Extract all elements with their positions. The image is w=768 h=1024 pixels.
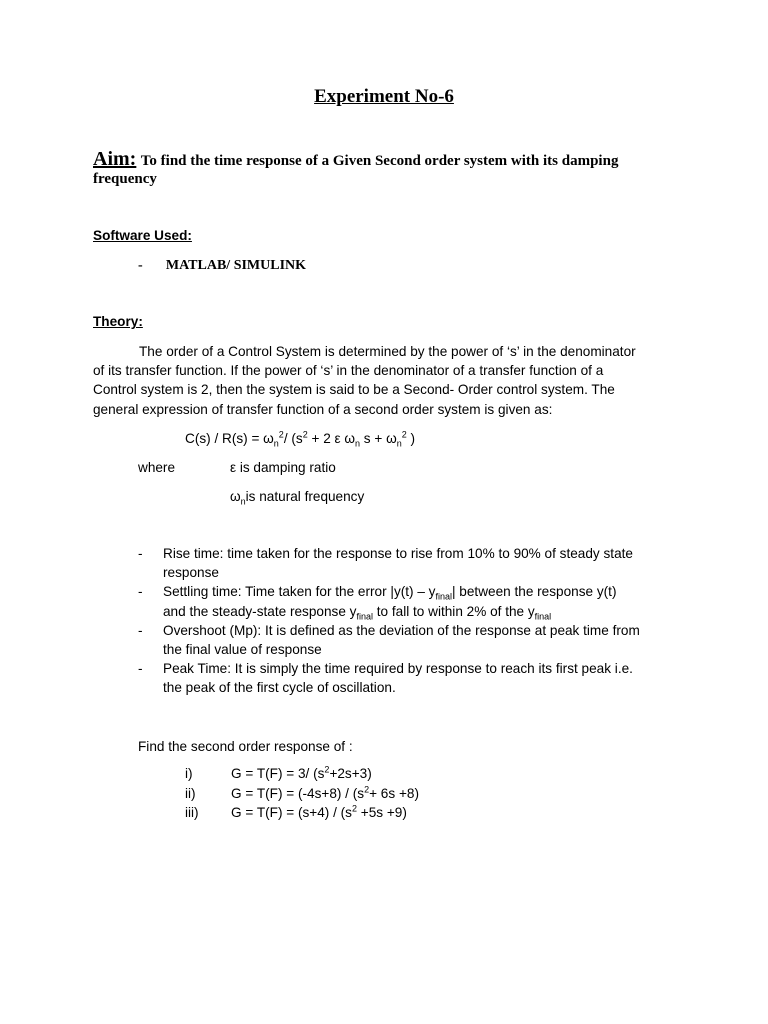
page-title: Experiment No-6 bbox=[314, 86, 454, 107]
theory-heading: Theory: bbox=[93, 314, 143, 329]
equation-item-3: iii) $G = T(F) = (s+4) / (s^2 +5s +9)$ bbox=[185, 803, 407, 820]
aim-label: Aim: bbox=[93, 148, 137, 170]
theory-paragraph bbox=[93, 342, 673, 419]
list-item-rise-time: - Rise time: time taken for the response to rise from 10% to 90% of steady state response bbox=[138, 546, 633, 581]
list-item-settling-time: - Settling time: Time taken for the error $|y(t) - y_{final}|$ between the response y(t) and the steady-state response $y_{final}$ to fall to within 2% of the $y_{final}$ bbox=[138, 584, 617, 622]
natural-frequency-definition: $\omega_nis$ natural frequency bbox=[230, 489, 365, 507]
transfer-function-formula: $C(s) / R(s) = \omega_n^2/$ ($s^2 + 2$ ε $\omega_n$ $s + \omega_n^2$ ) bbox=[185, 429, 416, 449]
theory-line-4: general expression of transfer function of a second order system is given as: bbox=[93, 401, 553, 417]
software-heading: Software Used: bbox=[93, 228, 192, 243]
aim-text-line1: To find the time response of a Given Second order system with its damping bbox=[140, 153, 619, 169]
where-label: where bbox=[138, 460, 176, 475]
equation-item-1: i) G = T(F) = 3/ $(s^2+2s+3)$ bbox=[185, 764, 372, 781]
find-intro: Find the second order response of : bbox=[138, 739, 353, 754]
list-item-overshoot: - Overshoot (Mp): It is defined as the deviation of the response at peak time from the final value of response bbox=[138, 622, 640, 658]
aim-line bbox=[93, 148, 618, 171]
damping-ratio-definition: ε is damping ratio bbox=[230, 460, 336, 475]
software-item bbox=[138, 256, 306, 274]
definitions-list bbox=[138, 544, 678, 698]
software-dash: - bbox=[138, 258, 143, 273]
aim-text-line2: frequency bbox=[93, 171, 157, 187]
equation-item-2: ii) $G = T(F) = (-4s+8) / (s^2+ 6s +8)$ bbox=[185, 784, 419, 801]
theory-line-2: of its transfer function. If the power of ‘s’ in the denominator of a transfer function of a bbox=[93, 363, 604, 379]
list-item-peak-time: - Peak Time: It is simply the time required by response to reach its first peak i.e. the peak of the first cycle of oscillation. bbox=[138, 661, 633, 696]
theory-line-1: The order of a Control System is determined by the power of ‘s’ in the denominator bbox=[139, 344, 636, 359]
software-name: MATLAB/ SIMULINK bbox=[165, 258, 307, 273]
theory-line-3: Control system is 2, then the system is said to be a Second- Order control system. The bbox=[93, 382, 615, 398]
